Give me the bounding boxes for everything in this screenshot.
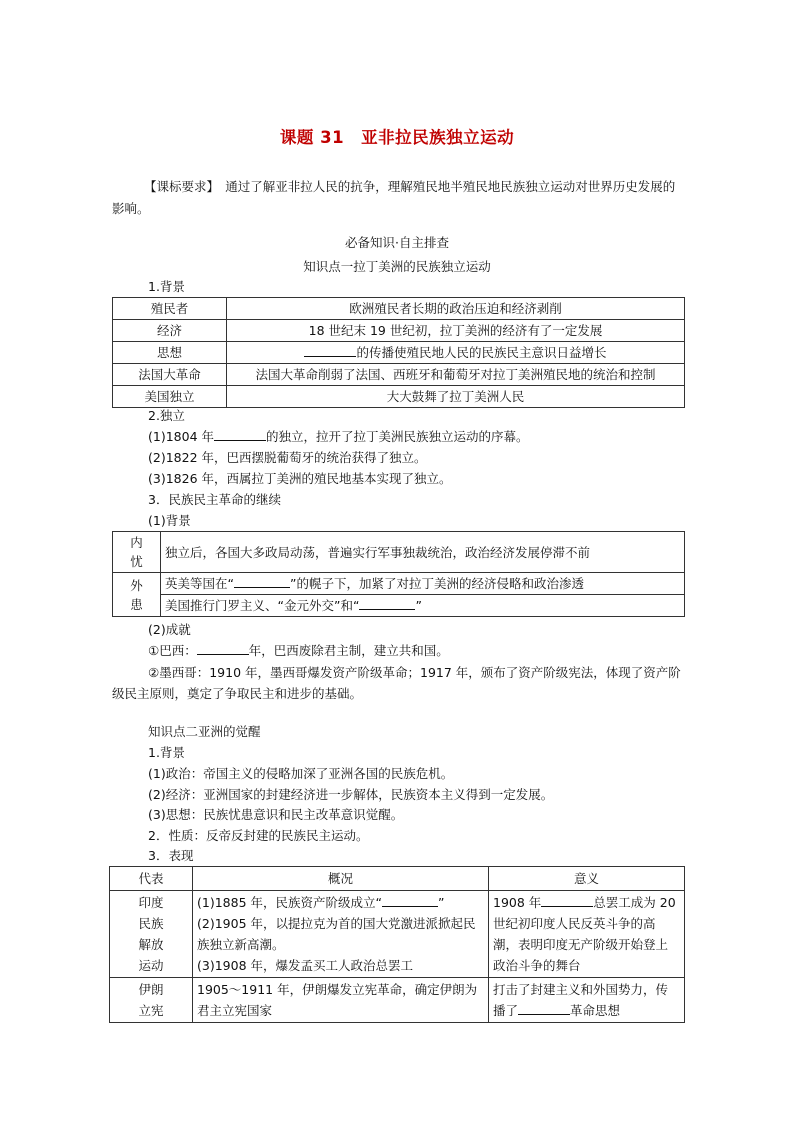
- row-content: 法国大革命削弱了法国、西班牙和葡萄牙对拉丁美洲殖民地的统治和控制: [227, 364, 685, 386]
- list-item: (2)1822 年，巴西摆脱葡萄牙的统治获得了独立。: [148, 450, 427, 465]
- kp2-title: 知识点二亚洲的觉醒: [148, 724, 261, 739]
- list-item: ②墨西哥：1910 年，墨西哥爆发资产阶级革命；1917 年，颁布了资产阶级宪法，体现了资产阶级民主原则，奠定了争取民主和进步的基础。: [112, 665, 681, 701]
- table-row: [110, 978, 685, 1023]
- row-label: 伊朗 立宪: [110, 978, 193, 1023]
- row-significance: 打击了封建主义和外国势力，传播了 革命思想: [489, 978, 685, 1023]
- row-overview: (1)1885 年，民族资产阶级成立“ ” (2)1905 年，以提拉克为首的国大党激进派掀起民族独立新高潮。 (3)1908 年，爆发孟买工人政治总罢工: [193, 891, 489, 978]
- row-content: 英美等国在“ ”的幌子下，加紧了对拉丁美洲的经济侵略和政治渗透: [161, 573, 685, 595]
- kp1-continuation-table: [112, 531, 685, 617]
- row-content: 美国推行门罗主义、“金元外交”和“ ”: [161, 595, 685, 617]
- row-content: 独立后，各国大多政局动荡，普遍实行军事独裁统治，政治经济发展停滞不前: [161, 532, 685, 573]
- list-item: (1)政治：帝国主义的侵略加深了亚洲各国的民族危机。: [148, 766, 454, 781]
- list-item: (3)思想：民族忧患意识和民主改革意识觉醒。: [148, 807, 404, 822]
- section-header: 必备知识·自主排查: [345, 235, 449, 250]
- answer-blank[interactable]: [197, 642, 249, 655]
- answer-blank[interactable]: [214, 428, 266, 441]
- kp1-indep-heading: 2.独立: [148, 408, 185, 423]
- kp2-bg-heading: 1.背景: [148, 745, 185, 760]
- row-label: 外 患: [113, 573, 161, 617]
- column-header: 代表: [110, 867, 193, 891]
- row-label: 思想: [113, 342, 227, 364]
- answer-blank[interactable]: [518, 1002, 570, 1015]
- row-label: 殖民者: [113, 298, 227, 320]
- row-content: 欧洲殖民者长期的政治压迫和经济剥削: [227, 298, 685, 320]
- kp2-performance-table: [109, 866, 685, 1023]
- answer-blank[interactable]: [359, 597, 415, 610]
- kp1-cont-bg-heading: (1)背景: [148, 513, 191, 528]
- kp1-achieve-heading: (2)成就: [148, 622, 191, 637]
- table-row: [113, 320, 685, 342]
- answer-blank[interactable]: [541, 894, 593, 907]
- kp2-perf-heading: 3．表现: [148, 848, 194, 863]
- row-content: 大大鼓舞了拉丁美洲人民: [227, 386, 685, 408]
- list-item: (2)经济：亚洲国家的封建经济进一步解体，民族资本主义得到一定发展。: [148, 787, 554, 802]
- row-label: 经济: [113, 320, 227, 342]
- answer-blank[interactable]: [382, 894, 438, 907]
- kp2-nature: 2．性质：反帝反封建的民族民主运动。: [148, 828, 369, 843]
- row-label: 内 忧: [113, 532, 161, 573]
- row-label: 法国大革命: [113, 364, 227, 386]
- list-item: (3)1826 年，西属拉丁美洲的殖民地基本实现了独立。: [148, 471, 452, 486]
- table-row: [113, 298, 685, 320]
- page-title: 课题 31 亚非拉民族独立运动: [279, 128, 515, 147]
- table-row: [110, 891, 685, 978]
- table-row: [113, 532, 685, 573]
- column-header: 意义: [489, 867, 685, 891]
- curriculum-requirement: [112, 176, 684, 220]
- kp1-title: 知识点一拉丁美洲的民族独立运动: [303, 259, 491, 274]
- kp1-cont-heading: 3．民族民主革命的继续: [148, 492, 281, 507]
- list-item: (1)1804 年 的独立，拉开了拉丁美洲民族独立运动的序幕。: [148, 429, 529, 444]
- row-content: 18 世纪末 19 世纪初，拉丁美洲的经济有了一定发展: [227, 320, 685, 342]
- requirement-tag: 【课标要求】: [144, 179, 213, 194]
- row-content: 的传播使殖民地人民的民族民主意识日益增长: [227, 342, 685, 364]
- requirement-text: 通过了解亚非拉人民的抗争，理解殖民地半殖民地民族独立运动对世界历史发展的影响。: [112, 179, 676, 216]
- table-header-row: [110, 867, 685, 891]
- answer-blank[interactable]: [304, 344, 356, 357]
- row-overview: 1905～1911 年，伊朗爆发立宪革命，确定伊朗为君主立宪国家: [193, 978, 489, 1023]
- answer-blank[interactable]: [234, 575, 290, 588]
- list-item: ①巴西： 年，巴西废除君主制，建立共和国。: [148, 643, 449, 658]
- kp1-bg-heading: 1.背景: [148, 279, 185, 294]
- row-label: 印度 民族 解放 运动: [110, 891, 193, 978]
- table-row: [113, 364, 685, 386]
- kp1-background-table: [112, 297, 685, 408]
- table-row: [113, 342, 685, 364]
- table-row: [113, 386, 685, 408]
- column-header: 概况: [193, 867, 489, 891]
- table-row: [113, 595, 685, 617]
- row-significance: 1908 年 总罢工成为 20 世纪初印度人民反英斗争的高潮，表明印度无产阶级开始登上政治斗争的舞台: [489, 891, 685, 978]
- row-label: 美国独立: [113, 386, 227, 408]
- table-row: [113, 573, 685, 595]
